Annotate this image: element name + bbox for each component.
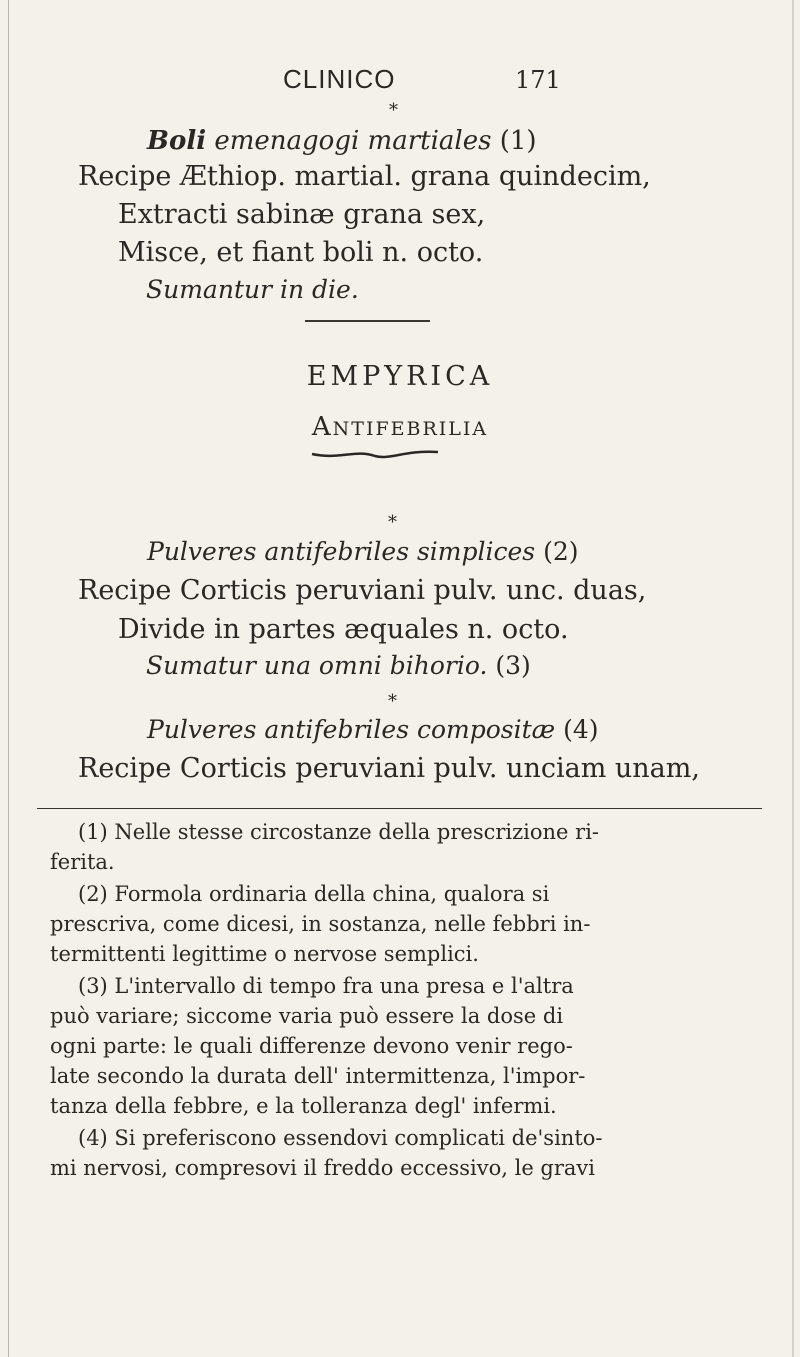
subheading-rest: NTIFEBRILIA xyxy=(332,418,489,440)
footnote-ref: (2) xyxy=(543,537,579,566)
section-subheading xyxy=(0,412,800,442)
recipe-line: Divide in partes æquales n. octo. xyxy=(118,614,569,645)
footnote-line: prescriva, come dicesi, in sostanza, nelle febbri in- xyxy=(50,912,591,936)
footnote-line: tanza della febbre, e la tolleranza degl' infermi. xyxy=(50,1094,557,1118)
footnote-line: (1) Nelle stesse circostanze della prescrizione ri- xyxy=(78,820,600,844)
recipe-direction: Sumantur in die. xyxy=(146,275,359,304)
footnote-ref: (3) xyxy=(495,651,531,680)
divider-rule xyxy=(305,320,430,322)
recipe-direction-text: Sumatur una omni bihorio. xyxy=(146,651,496,680)
page-edge-right xyxy=(792,0,794,1357)
recipe-title xyxy=(147,715,599,744)
footnote-line: (2) Formola ordinaria della china, qualora si xyxy=(78,882,550,906)
footnote-line: ogni parte: le quali differenze devono venir rego- xyxy=(50,1034,573,1058)
recipe-title-rest: emenagogi martiales xyxy=(206,126,500,156)
recipe-line: Recipe Corticis peruviani pulv. unciam unam, xyxy=(78,753,700,784)
recipe-direction xyxy=(146,651,531,680)
section-heading: EMPYRICA xyxy=(306,361,494,392)
footnote-line: (3) L'intervallo di tempo fra una presa e l'altra xyxy=(78,974,574,998)
page-edge-left xyxy=(8,0,9,1357)
footnote-line: termittenti legittime o nervose semplici. xyxy=(50,942,479,966)
footnote-line: mi nervosi, compresovi il freddo eccessivo, le gravi xyxy=(50,1156,596,1180)
footnote-line: può variare; siccome varia può essere la dose di xyxy=(50,1004,564,1028)
recipe-line: Misce, et fiant boli n. octo. xyxy=(118,237,484,268)
ornament-star: * xyxy=(388,691,397,712)
recipe-title xyxy=(147,537,579,566)
recipe-line: Recipe Corticis peruviani pulv. unc. duas, xyxy=(78,575,647,606)
recipe-title xyxy=(147,126,537,156)
ornament-star: * xyxy=(388,512,397,533)
recipe-line: Extracti sabinæ grana sex, xyxy=(118,199,486,230)
footnote-line: late secondo la durata dell' intermittenza, l'impor- xyxy=(50,1064,586,1088)
footnote-ref: (1) xyxy=(499,126,537,156)
footnote-line: ferita. xyxy=(50,850,115,874)
ornament-swash xyxy=(310,448,440,462)
page-number: 171 xyxy=(515,66,561,94)
running-head-title: CLINICO xyxy=(283,64,396,94)
recipe-title-first-word: Boli xyxy=(147,126,207,156)
footnote-line: (4) Si preferiscono essendovi complicati de'sinto- xyxy=(78,1126,603,1150)
footnote-ref: (4) xyxy=(563,715,599,744)
recipe-title-text: Pulveres antifebriles compositæ xyxy=(147,715,564,744)
recipe-line: Recipe Æthiop. martial. grana quindecim, xyxy=(78,161,651,192)
subheading-initial: A xyxy=(311,412,333,442)
recipe-title-text: Pulveres antifebriles simplices xyxy=(147,537,544,566)
footnote-separator xyxy=(37,808,762,809)
ornament-star: * xyxy=(389,100,398,121)
